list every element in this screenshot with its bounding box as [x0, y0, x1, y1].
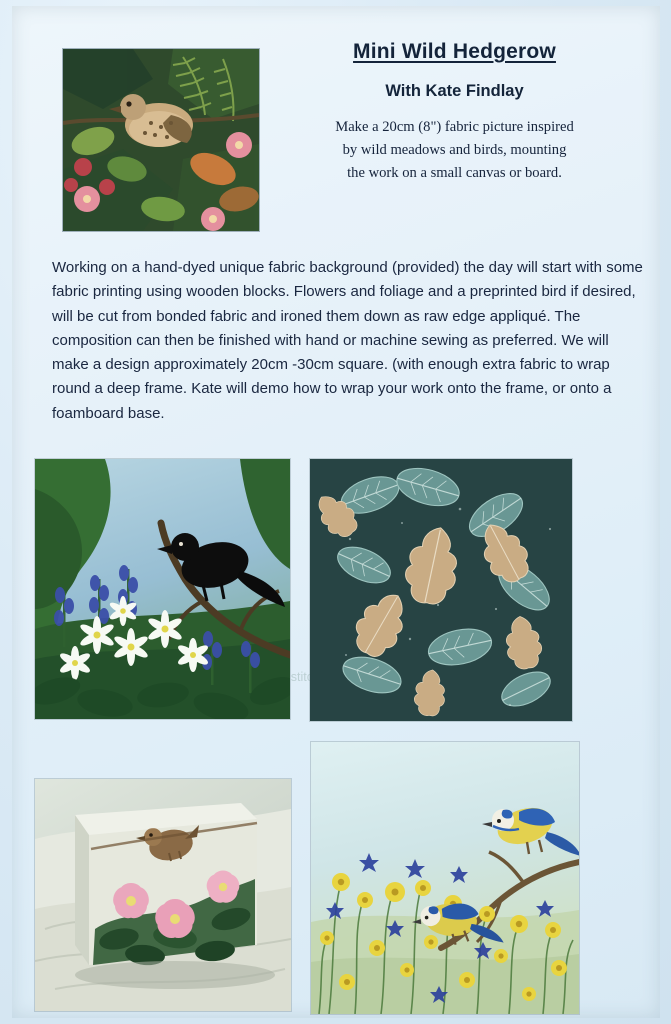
photo-blackbird: [34, 458, 291, 720]
body-paragraph: Working on a hand-dyed unique fabric background (provided) the day will start with some fabric printing using wooden blocks. Flowers and foliage and a preprinted bird if desired, will be cut from bonded fabric and ironed them down as raw edge appliqué. The composition can then be finished with hand or machine sewing as preferred. We will make a design approximately 20cm -30cm square. (with enough extra fabric to wrap round a deep frame. Kate will demo how to wrap your work onto the frame, or onto a foamboard base.: [52, 259, 643, 422]
canvas-block: [75, 803, 257, 967]
blue-tits-artwork-illustration: [311, 742, 579, 1014]
thrush-artwork-illustration: [63, 49, 259, 231]
blurb-line-2: by wild meadows and birds, mounting: [342, 142, 567, 159]
photo-frosted-leaves: [309, 458, 573, 722]
blackbird-artwork-illustration: [35, 459, 290, 719]
frosted-leaves-artwork-illustration: [310, 459, 572, 721]
photo-wrapped-canvas: [34, 778, 292, 1012]
page-title: Mini Wild Hedgerow: [353, 40, 556, 63]
photo-blue-tits: [310, 741, 580, 1015]
title-column: [277, 34, 632, 184]
blurb-line-3: the work on a small canvas or board.: [347, 165, 562, 182]
page-subtitle: With Kate Findlay: [385, 82, 524, 100]
thumbnail-photo-thrush: [62, 48, 260, 232]
blurb-line-1: Make a 20cm (8") fabric picture inspired: [335, 119, 574, 135]
wrapped-canvas-artwork-illustration: [35, 779, 291, 1011]
paper-sheet: [12, 6, 660, 1018]
bleed-through-text: stitch,: [290, 670, 324, 684]
header-block: [52, 34, 632, 234]
